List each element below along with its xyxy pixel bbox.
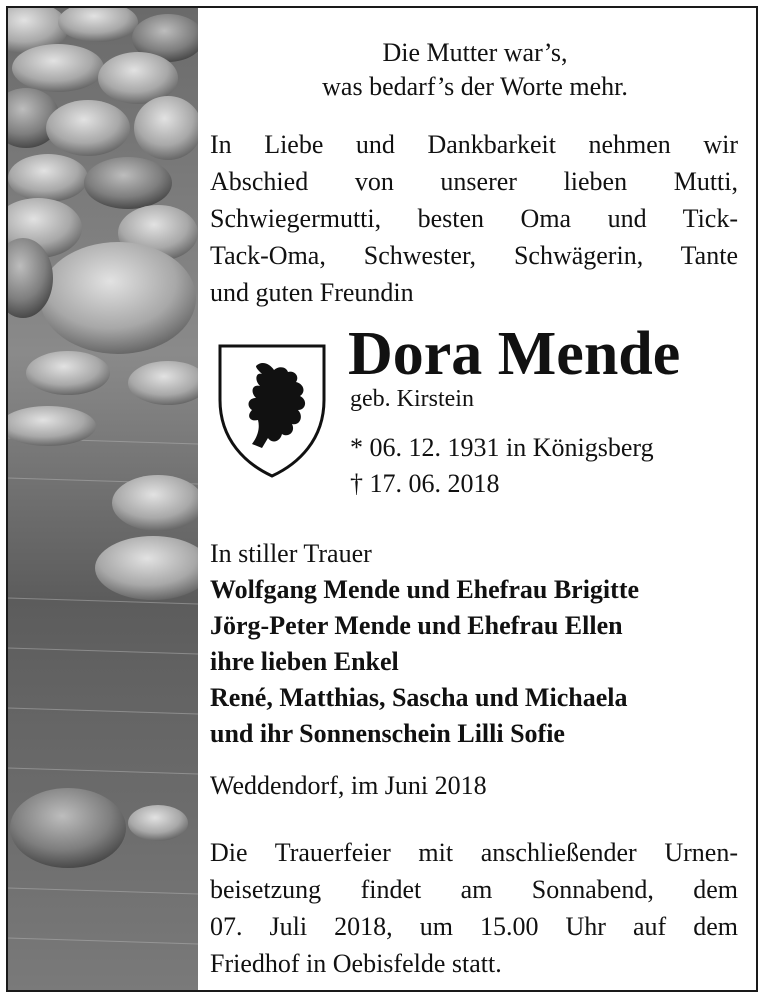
motto-line: Die Mutter war’s, xyxy=(382,38,568,67)
mourner-line: ihre lieben Enkel xyxy=(210,647,399,676)
elk-antler-coat-of-arms-icon xyxy=(216,340,328,480)
river-stones-image xyxy=(8,8,198,992)
intro-text xyxy=(210,126,738,311)
intro-line: Tack-Oma, Schwester, Schwägerin, Tante xyxy=(210,241,738,270)
obituary-notice xyxy=(6,6,758,992)
motto xyxy=(210,36,740,104)
intro-line: Abschied von unserer lieben Mutti, xyxy=(210,167,738,196)
funeral-line: 07. Juli 2018, um 15.00 Uhr auf dem xyxy=(210,912,738,941)
mourner-line: Jörg-Peter Mende und Ehefrau Ellen xyxy=(210,611,623,640)
notice-content xyxy=(210,8,740,990)
mourners xyxy=(210,536,740,752)
mourners-heading: In stiller Trauer xyxy=(210,539,372,568)
intro-line: In Liebe und Dankbarkeit nehmen wir xyxy=(210,130,738,159)
birth-name: geb. Kirstein xyxy=(350,386,474,412)
funeral-line: Friedhof in Oebisfelde statt. xyxy=(210,949,502,978)
mourner-line: und ihr Sonnenschein Lilli Sofie xyxy=(210,719,565,748)
intro-line: und guten Freundin xyxy=(210,278,414,307)
place-date: Weddendorf, im Juni 2018 xyxy=(210,771,487,800)
funeral-line: Die Trauerfeier mit anschließender Urnen- xyxy=(210,838,738,867)
funeral-line: beisetzung findet am Sonnabend, dem xyxy=(210,875,738,904)
river-stones-photo xyxy=(8,8,198,990)
deceased-name: Dora Mende xyxy=(348,320,681,388)
intro-line: Schwiegermutti, besten Oma und Tick- xyxy=(210,204,738,233)
death-date: † 17. 06. 2018 xyxy=(350,469,500,498)
motto-line: was bedarf’s der Worte mehr. xyxy=(322,72,628,101)
birth-date: * 06. 12. 1931 in Königsberg xyxy=(350,433,654,462)
funeral-info xyxy=(210,834,738,982)
mourner-line: René, Matthias, Sascha und Michaela xyxy=(210,683,628,712)
mourner-line: Wolfgang Mende und Ehefrau Brigitte xyxy=(210,575,640,604)
